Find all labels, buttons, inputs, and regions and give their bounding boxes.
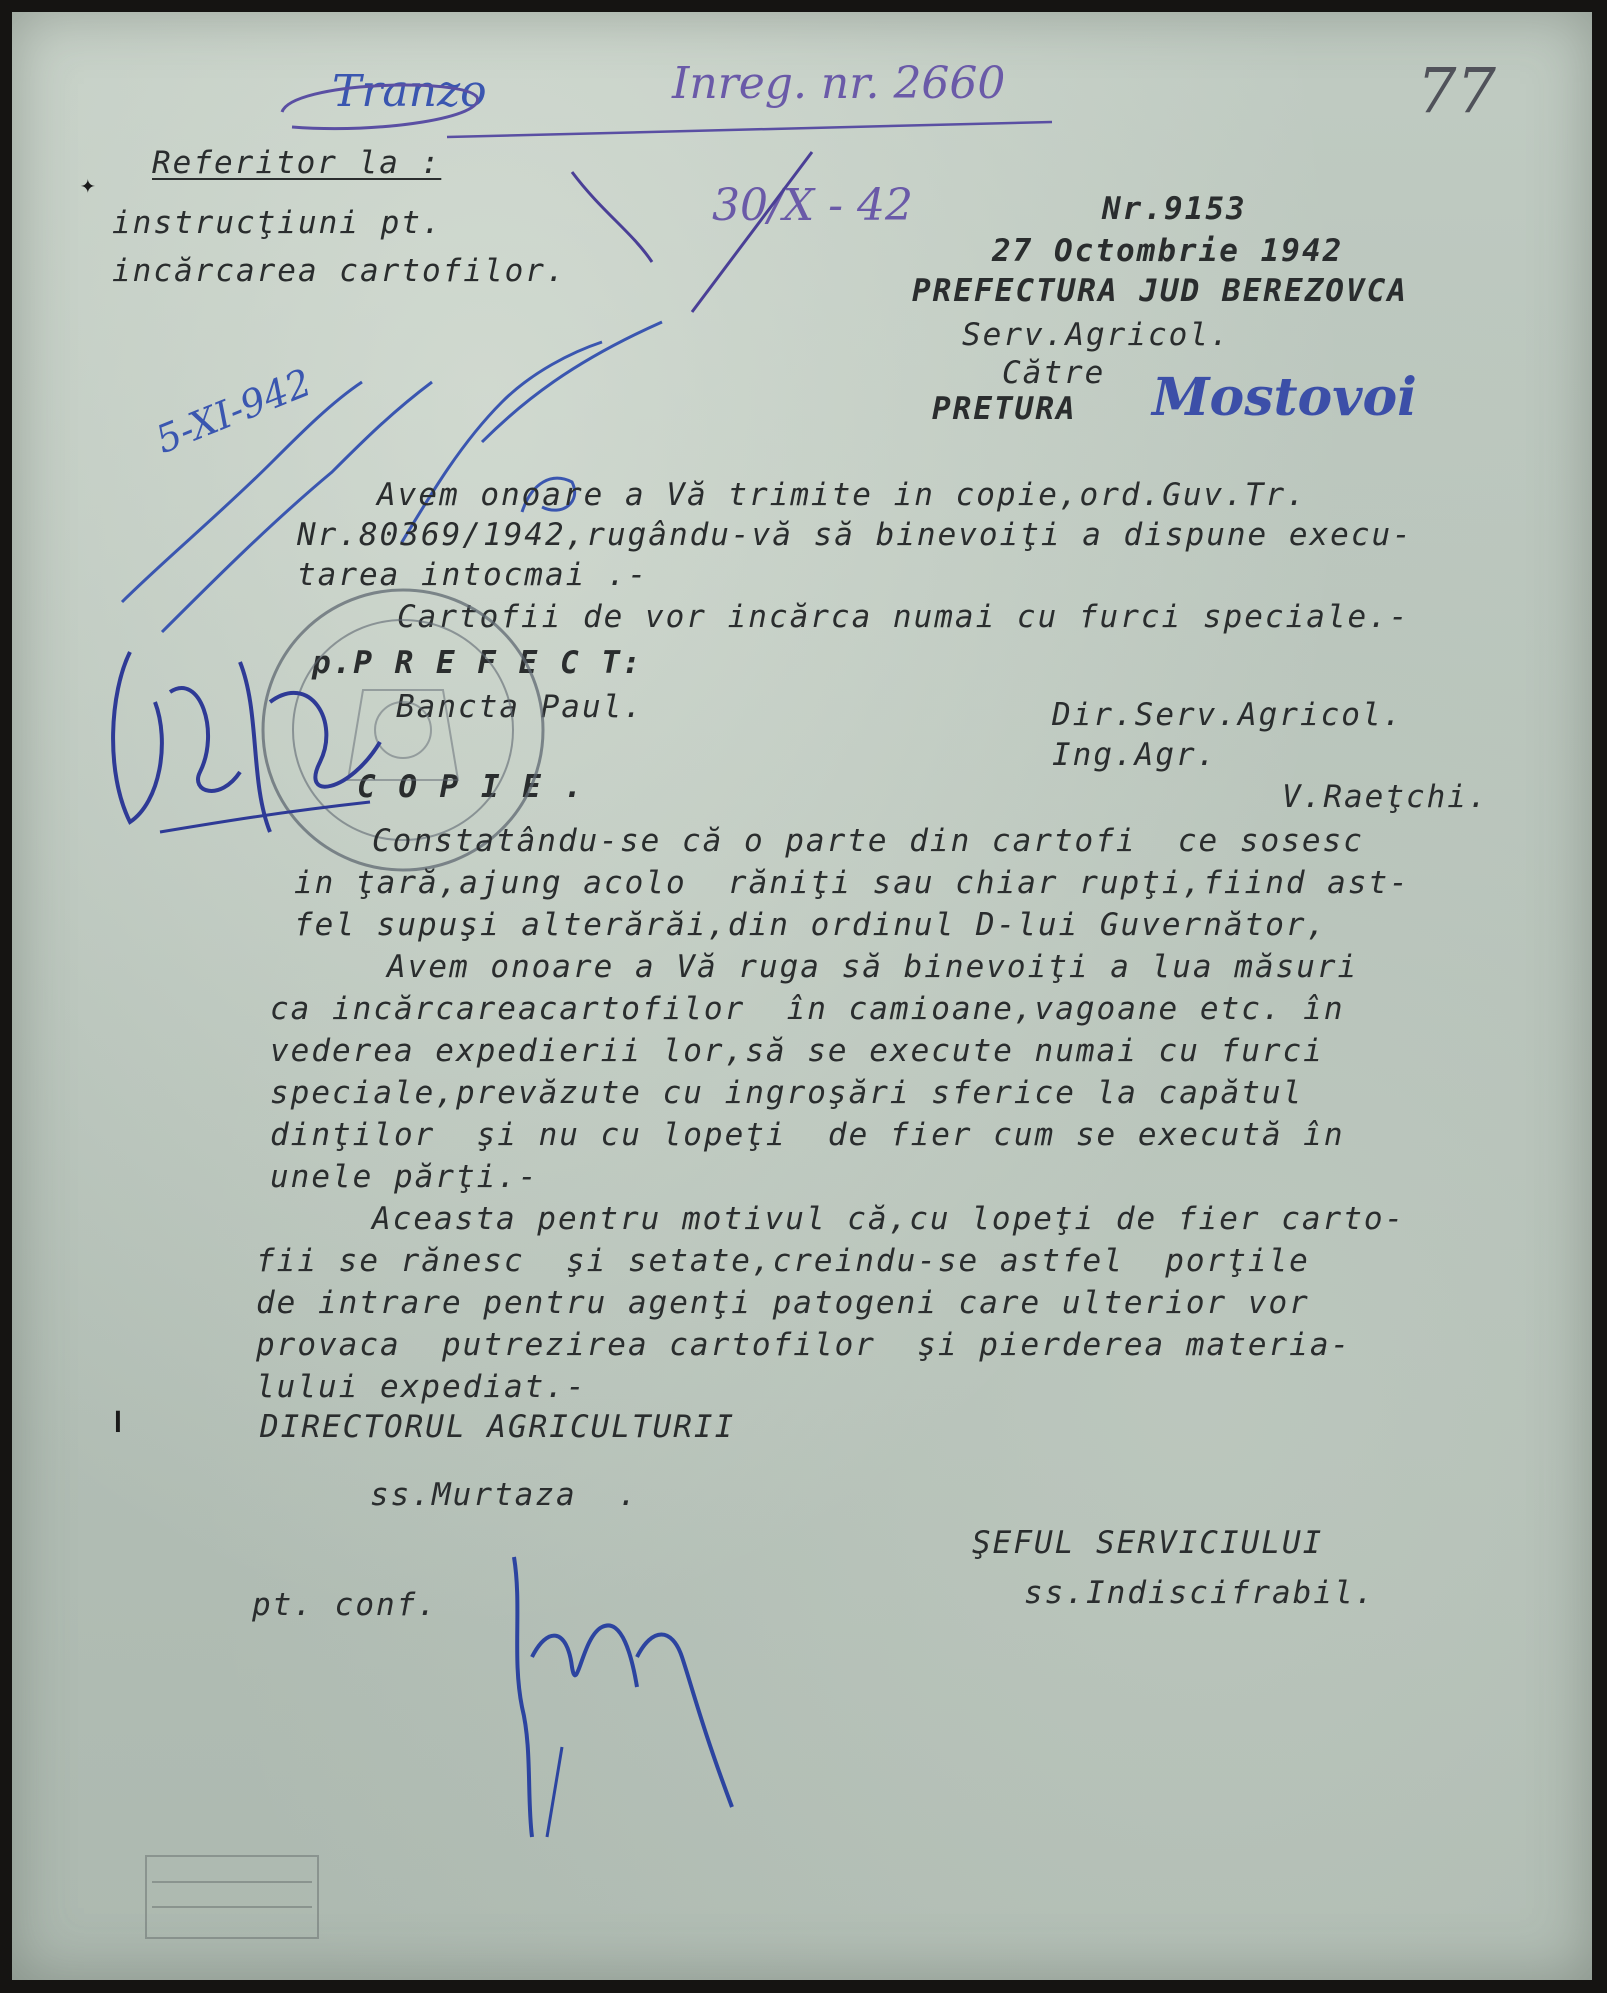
prefect-name: Bancta Paul. (396, 689, 644, 725)
chief-title: ŞEFUL SERVICIULUI (972, 1525, 1324, 1561)
signature-conform (492, 1547, 752, 1847)
signature-stretor (100, 632, 400, 852)
body-line-10: Aceasta pentru motivul că,cu lopeţi de fier carto- (372, 1201, 1406, 1237)
prefect-title: p.P R E F E C T: (312, 645, 643, 681)
margin-mark: ✦ (80, 170, 96, 200)
handwritten-tranzo: Tranzo (332, 66, 487, 117)
handwritten-side-date: 5-XI-942 (149, 360, 318, 462)
body-line-13: provaca putrezirea cartofilor şi pierderea materia- (256, 1327, 1352, 1363)
handwritten-page-number: 77 (1417, 54, 1496, 127)
director-title: DIRECTORUL AGRICULTURII (260, 1409, 736, 1445)
director-line-2: Ing.Agr. (1052, 737, 1218, 773)
director-name: ss.Murtaza . (370, 1477, 639, 1513)
body-line-1: Constatându-se că o parte din cartofi ce sosesc (372, 823, 1364, 859)
body-line-6: vederea expedierii lor,să se execute numai cu furci (270, 1033, 1324, 1069)
doc-number: Nr.9153 (1102, 191, 1247, 227)
cover-line-2: Nr.80369/1942,rugându-vă să binevoiţi a dispune execu- (297, 517, 1413, 553)
chief-name: ss.Indiscifrabil. (1024, 1575, 1376, 1611)
issuer: PREFECTURA JUD BEREZOVCA (912, 273, 1408, 309)
document-page (12, 12, 1592, 1980)
referitor-label: Referitor la : (152, 145, 442, 181)
subject-line-2: incărcarea cartofilor. (112, 253, 567, 289)
cover-line-3: tarea intocmai .- (297, 557, 649, 593)
to-label: Către (1002, 355, 1106, 391)
body-line-8: dinţilor şi nu cu lopeţi de fier cum se execută în (270, 1117, 1345, 1153)
doc-date: 27 Octombrie 1942 (992, 233, 1344, 269)
body-line-3: fel supuşi alterărăi,din ordinul D-lui Guvernător, (294, 907, 1328, 943)
body-line-12: de intrare pentru agenţi patogeni care ulterior vor (256, 1285, 1310, 1321)
body-line-14: lului expediat.- (256, 1369, 587, 1405)
subject-line-1: instrucţiuni pt. (112, 205, 443, 241)
body-line-11: fii se rănesc şi setate,creindu-se astfel porţile (256, 1243, 1310, 1279)
cover-line-4: Cartofii de vor incărca numai cu furci speciale.- (397, 599, 1410, 635)
handwritten-registration: Inreg. nr. 2660 (672, 58, 1006, 109)
body-line-4: Avem onoare a Vă ruga să binevoiţi a lua măsuri (387, 949, 1359, 985)
body-line-2: in ţară,ajung acolo răniţi sau chiar rupţi,fiind ast- (294, 865, 1410, 901)
body-line-9: unele părţi.- (270, 1159, 539, 1195)
copy-heading: C O P I E . (357, 769, 585, 805)
body-line-7: speciale,prevăzute cu ingroşări sferice la capătul (270, 1075, 1304, 1111)
director-line-1: Dir.Serv.Agricol. (1052, 697, 1404, 733)
handwritten-pretura-name: Mostovoi (1152, 367, 1417, 428)
pretura-label: PRETURA (932, 391, 1077, 427)
faded-stamp-icon (142, 1852, 322, 1942)
body-line-5: ca incărcareacartofilor în camioane,vagoane etc. în (270, 991, 1345, 1027)
conform-label: pt. conf. (252, 1587, 438, 1623)
handwritten-reg-date: 30/X - 42 (712, 180, 913, 231)
department: Serv.Agricol. (962, 317, 1231, 353)
director-line-3: V.Raeţchi. (1282, 779, 1489, 815)
margin-mark-2: ❙ (110, 1406, 126, 1436)
cover-line-1: Avem onoare a Vă trimite in copie,ord.Guv.Tr. (377, 477, 1307, 513)
